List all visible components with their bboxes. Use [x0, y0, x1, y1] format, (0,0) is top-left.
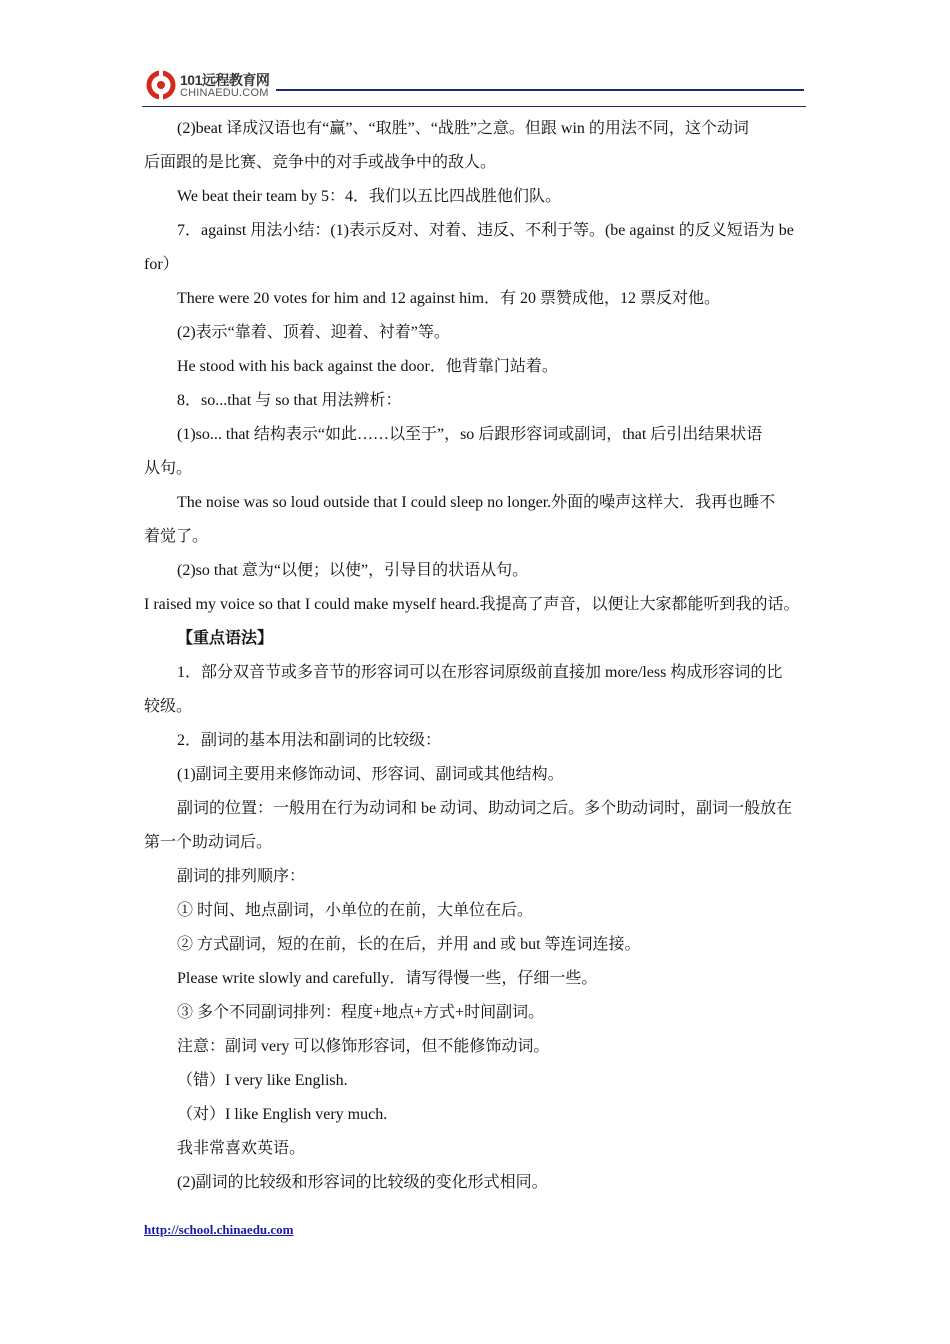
text-line: ③ 多个不同副词排列：程度+地点+方式+时间副词。 — [177, 1004, 545, 1021]
text-line: ① 时间、地点副词，小单位的在前，大单位在后。 — [177, 902, 534, 919]
page-header — [142, 66, 806, 108]
text-line: （错）I very like English. — [177, 1072, 348, 1089]
text-line: 后面跟的是比赛、竞争中的对手或战争中的敌人。 — [144, 154, 497, 171]
section-heading: 【重点语法】 — [177, 630, 274, 647]
text-line: (2)so that 意为“以便；以使”，引导目的状语从句。 — [177, 562, 529, 579]
text-line: 副词的位置：一般用在行为动词和 be 动词、助动词之后。多个助动词时，副词一般放在 — [177, 800, 793, 817]
text-line: 注意：副词 very 可以修饰形容词，但不能修饰动词。 — [177, 1038, 550, 1055]
text-line: for） — [144, 256, 179, 273]
text-line: 8．so...that 与 so that 用法辨析： — [177, 392, 402, 409]
text-line: （对）I like English very much. — [177, 1106, 388, 1123]
logo-title: 101远程教育网 — [180, 72, 270, 88]
text-line: 副词的排列顺序： — [177, 868, 306, 885]
text-line: (1)so... that 结构表示“如此……以至于”，so 后跟形容词或副词，that 后引出结果状语 — [177, 426, 763, 443]
text-line: 着觉了。 — [144, 528, 209, 545]
text-line: 第一个助动词后。 — [144, 834, 273, 851]
text-line: Please write slowly and carefully．请写得慢一些，仔细一些。 — [177, 970, 598, 987]
text-line: The noise was so loud outside that I could sleep no longer.外面的噪声这样大．我再也睡不 — [177, 494, 776, 511]
text-line: He stood with his back against the door．他背靠门站着。 — [177, 358, 558, 375]
logo-ring-icon — [146, 70, 176, 100]
header-rule — [276, 89, 804, 91]
text-line: There were 20 votes for him and 12 against him．有 20 票赞成他，12 票反对他。 — [177, 290, 721, 307]
text-line: I raised my voice so that I could make myself heard.我提高了声音，以便让大家都能听到我的话。 — [144, 596, 800, 613]
text-line: (2)副词的比较级和形容词的比较级的变化形式相同。 — [177, 1174, 548, 1191]
text-line: 我非常喜欢英语。 — [177, 1140, 306, 1157]
text-line: 7．against 用法小结：(1)表示反对、对着、违反、不利于等。(be against 的反义短语为 be — [177, 222, 794, 239]
footer-link[interactable]: http://school.chinaedu.com — [144, 1222, 294, 1237]
text-line: 较级。 — [144, 698, 193, 715]
text-line: (2)表示“靠着、顶着、迎着、衬着”等。 — [177, 324, 450, 341]
text-line: We beat their team by 5：4．我们以五比四战胜他们队。 — [177, 188, 561, 205]
text-line: (2)beat 译成汉语也有“赢”、“取胜”、“战胜”之意。但跟 win 的用法不同，这个动词 — [177, 120, 749, 137]
text-line: ② 方式副词，短的在前，长的在后，并用 and 或 but 等连词连接。 — [177, 936, 641, 953]
header-underline — [142, 106, 806, 107]
text-line: 2．副词的基本用法和副词的比较级： — [177, 732, 442, 749]
text-line: 从句。 — [144, 460, 193, 477]
document-body — [144, 112, 816, 1200]
text-line: (1)副词主要用来修饰动词、形容词、副词或其他结构。 — [177, 766, 564, 783]
logo-subtitle: CHINAEDU.COM — [180, 87, 269, 99]
text-line: 1．部分双音节或多音节的形容词可以在形容词原级前直接加 more/less 构成形容词的比 — [177, 664, 783, 681]
page-footer — [144, 1222, 294, 1238]
site-logo[interactable] — [142, 66, 282, 106]
